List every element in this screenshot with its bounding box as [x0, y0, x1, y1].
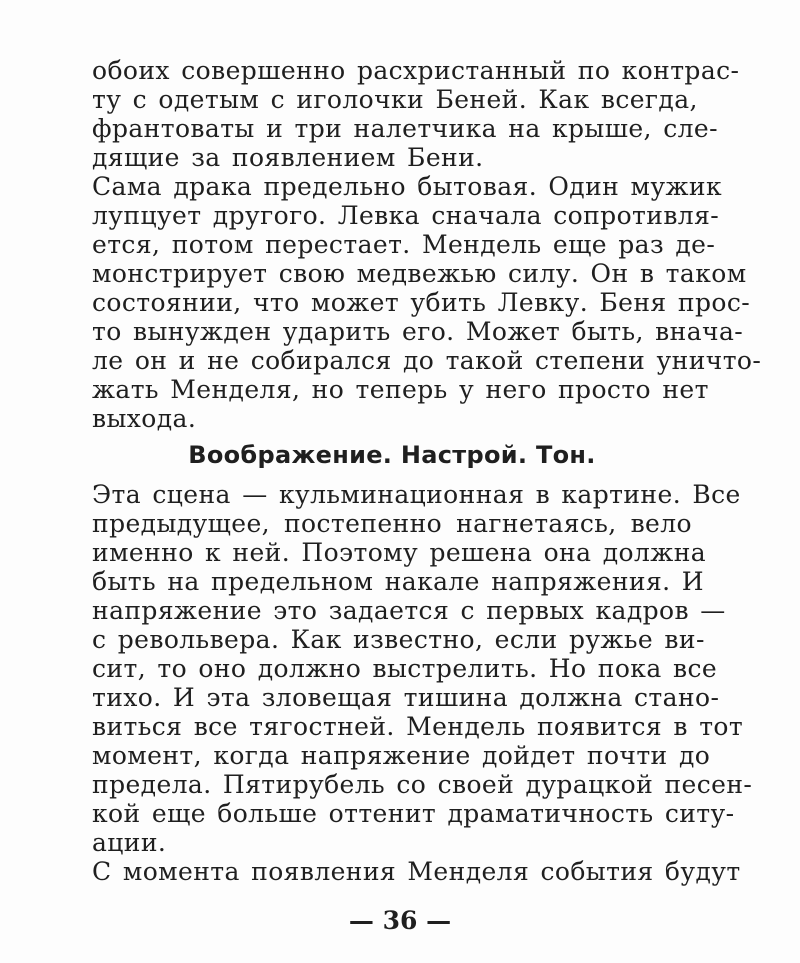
text-line: франтоваты и три налетчика на крыше, сле- [92, 114, 718, 143]
text-line: монстрирует свою медвежью силу. Он в таком [92, 259, 747, 288]
text-line: быть на предельном накале напряжения. И [92, 567, 705, 596]
text-line: лупцует другого. Левка сначала сопротивля- [92, 201, 720, 230]
text-line: выхода. [92, 404, 197, 433]
text-line: с револьвера. Как известно, если ружье ви- [92, 625, 705, 654]
text-line: Эта сцена — кульминационная в картине. Все [92, 480, 741, 509]
text-line: предыдущее, постепенно нагнетаясь, вело [92, 509, 692, 538]
text-line: ации. [92, 828, 167, 857]
text-line: ле он и не собирался до такой степени уничто- [92, 346, 762, 375]
text-line: предела. Пятирубель со своей дурацкой песен- [92, 770, 753, 799]
text-line: Сама драка предельно бытовая. Один мужик [92, 172, 722, 201]
text-line: тихо. И эта зловещая тишина должна стано- [92, 683, 720, 712]
text-line: обоих совершенно расхристанный по контрас- [92, 56, 740, 85]
section-heading: Воображение. Настрой. Тон. [188, 441, 596, 469]
text-line: напряжение это задается с первых кадров — [92, 596, 726, 625]
text-line: именно к ней. Поэтому решена она должна [92, 538, 707, 567]
text-line: состоянии, что может убить Левку. Беня прос- [92, 288, 751, 317]
text-line: С момента появления Менделя события будут [92, 857, 741, 886]
text-line: жать Менделя, но теперь у него просто нет [92, 375, 709, 404]
text-line: дящие за появлением Бени. [92, 143, 484, 172]
text-line: момент, когда напряжение дойдет почти до [92, 741, 711, 770]
text-line: сит, то оно должно выстрелить. Но пока все [92, 654, 718, 683]
text-line: ется, потом перестает. Мендель еще раз де- [92, 230, 716, 259]
text-line: кой еще больше оттенит драматичность ситу- [92, 799, 735, 828]
page-number: — 36 — [348, 906, 452, 935]
text-line: то вынужден ударить его. Может быть, внача- [92, 317, 744, 346]
text-line: ту с одетым с иголочки Беней. Как всегда, [92, 85, 698, 114]
paragraph-block-top [92, 56, 762, 433]
paragraph-block-bottom [92, 480, 753, 886]
text-line: виться все тягостней. Мендель появится в тот [92, 712, 744, 741]
